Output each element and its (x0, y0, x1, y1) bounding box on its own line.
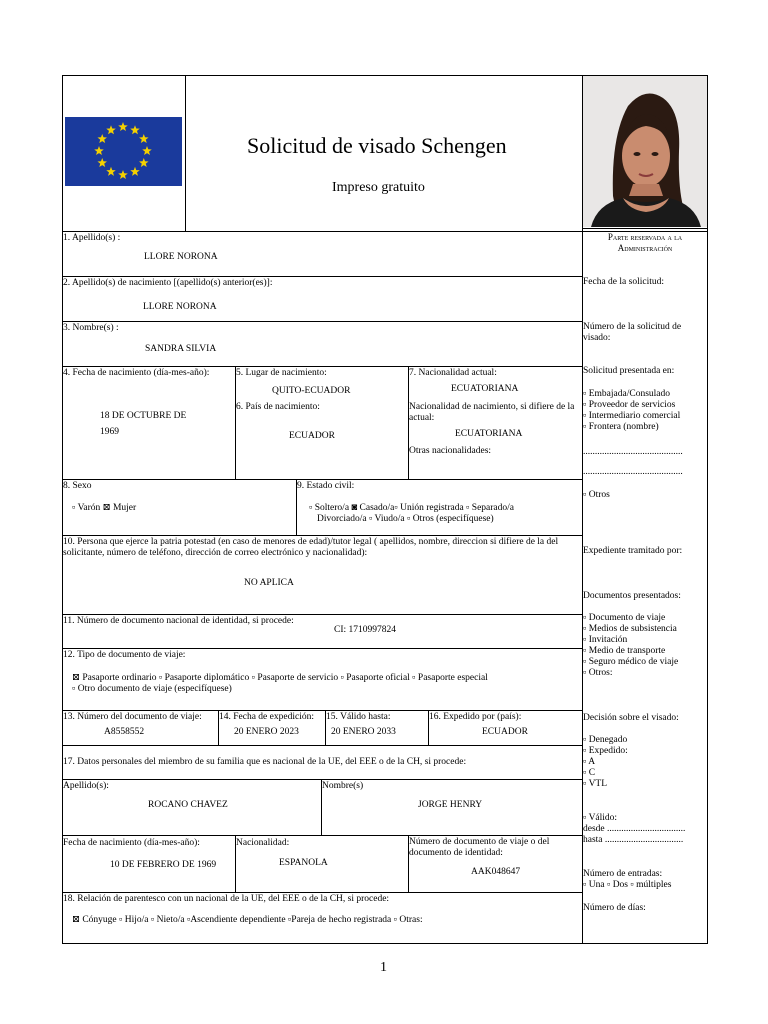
other-nationalities-label: Otras nacionalidades: (409, 446, 492, 456)
admin-valid-checkbox[interactable]: ▫ Válido: (583, 813, 618, 823)
travel-doc-type-options-line2[interactable]: ▫ Otro documento de viaje (especifíquese) (72, 684, 232, 694)
row-line (62, 648, 582, 649)
field-17-label: 17. Datos personales del miembro de su familia que es nacional de la UE, del EEE o de la CH, si procede: (63, 757, 467, 767)
field-8-label: 8. Sexo (63, 481, 92, 491)
birth-country-value[interactable]: ECUADOR (289, 431, 335, 441)
row-line (62, 745, 582, 746)
row-line (62, 535, 582, 536)
admin-denied-checkbox[interactable]: ▫ Denegado (583, 735, 628, 745)
admin-type-c-checkbox[interactable]: ▫ C (583, 768, 596, 778)
admin-dots: .......................................... (583, 467, 683, 477)
header-divider-left (185, 75, 186, 231)
field-12-label: 12. Tipo de documento de viaje: (63, 650, 186, 660)
admin-entries-options[interactable]: ▫ Una ▫ Dos ▫ múltiples (583, 880, 672, 890)
family-nationality-label: Nacionalidad: (236, 838, 290, 848)
photo-bottom-line (582, 228, 708, 229)
admin-intermediary-checkbox[interactable]: ▫ Intermediario comercial (583, 411, 681, 421)
birth-nationality-value[interactable]: ECUATORIANA (455, 429, 523, 439)
birth-surname-value[interactable]: LLORE NORONA (143, 302, 217, 312)
family-doc-number-label: Número de documento de viaje o del documento de identidad: (409, 837, 550, 858)
relationship-options[interactable]: ⊠ Cónyuge ▫ Hijo/a ▫ Nieto/a ▫Ascendiente dependiente ▫Pareja de hecho registrada ▫ Otras: (72, 915, 423, 925)
admin-issued-checkbox[interactable]: ▫ Expedido: (583, 746, 628, 756)
admin-border-checkbox[interactable]: ▫ Frontera (nombre) (583, 422, 659, 432)
admin-heading (583, 232, 707, 254)
row-line (62, 276, 582, 277)
family-name-label: Nombre(s) (322, 781, 364, 791)
field-6-label: 6. País de nacimiento: (236, 402, 320, 412)
admin-embassy-checkbox[interactable]: ▫ Embajada/Consulado (583, 389, 671, 399)
row-line (62, 835, 582, 836)
page-title: Solicitud de visado Schengen (247, 133, 507, 158)
admin-processed-by: Expediente tramitado por: (583, 546, 683, 556)
valid-until-value[interactable]: 20 ENERO 2033 (331, 727, 396, 737)
birth-place-value[interactable]: QUITO-ECUADOR (272, 386, 351, 396)
field-15-label: 15. Válido hasta: (326, 712, 391, 722)
family-doc-number-value[interactable]: AAK048647 (471, 867, 521, 877)
nationality-value[interactable]: ECUATORIANA (451, 384, 519, 394)
admin-application-number: Número de la solicitud de visado: (583, 322, 682, 343)
field-16-label: 16. Expedido por (país): (429, 712, 522, 722)
birth-date-value-line2[interactable]: 1969 (100, 427, 119, 437)
family-surname-label: Apellido(s): (63, 781, 109, 791)
page-subtitle: Impreso gratuito (332, 180, 425, 195)
family-surname-value[interactable]: ROCANO CHAVEZ (148, 800, 228, 810)
family-birth-date-value[interactable]: 10 DE FEBRERO DE 1969 (110, 860, 217, 870)
row-line (62, 366, 582, 367)
birth-date-value-line1[interactable]: 18 DE OCTUBRE DE (100, 411, 187, 421)
given-name-value[interactable]: SANDRA SILVIA (145, 344, 217, 354)
admin-provider-checkbox[interactable]: ▫ Proveedor de servicios (583, 400, 676, 410)
admin-application-date: Fecha de la solicitud: (583, 277, 664, 287)
admin-entries-label: Número de entradas: (583, 869, 663, 879)
surname-value[interactable]: LLORE NORONA (144, 252, 218, 262)
admin-valid-from: desde ................................. (583, 824, 686, 834)
issue-date-value[interactable]: 20 ENERO 2023 (234, 727, 299, 737)
family-name-value[interactable]: JORGE HENRY (418, 800, 483, 810)
admin-doc-travel-checkbox[interactable]: ▫ Documento de viaje (583, 613, 666, 623)
field-1-label: 1. Apellido(s) : (63, 233, 121, 243)
row-line (62, 321, 582, 322)
page-number: 1 (380, 960, 387, 975)
guardian-value[interactable]: NO APLICA (244, 578, 294, 588)
civil-status-options-line2[interactable]: Divorciado/a ▫ Viudo/a ▫ Otros (especifíquese) (317, 514, 494, 524)
admin-doc-invitation-checkbox[interactable]: ▫ Invitación (583, 635, 628, 645)
field-9-label: 9. Estado civil: (297, 481, 355, 491)
family-birth-date-label: Fecha de nacimiento (día-mes-año): (63, 838, 200, 848)
admin-heading-line2: Administración (617, 243, 673, 253)
field-7-label: 7. Nacionalidad actual: (409, 368, 497, 378)
travel-doc-number-value[interactable]: A8558552 (104, 727, 145, 737)
eu-flag-logo (65, 117, 182, 186)
field-5-label: 5. Lugar de nacimiento: (236, 368, 327, 378)
col-line (235, 366, 236, 479)
civil-status-options-line1[interactable]: ▫ Soltero/a ◙ Casado/a▫ Unión registrada ▫ Separado/a (309, 503, 514, 513)
issued-by-value[interactable]: ECUADOR (482, 727, 528, 737)
admin-doc-other-checkbox[interactable]: ▫ Otros: (583, 668, 613, 678)
birth-nationality-label: Nacionalidad de nacimiento, si difiere de la actual: (409, 402, 575, 423)
travel-doc-type-options-line1[interactable]: ⊠ Pasaporte ordinario ▫ Pasaporte diplomático ▫ Pasaporte de servicio ▫ Pasaporte oficial ▫ Pasaporte especial (72, 673, 488, 683)
field-2-label: 2. Apellido(s) de nacimiento [(apellido(s) anterior(es)]: (63, 278, 273, 288)
admin-doc-insurance-checkbox[interactable]: ▫ Seguro médico de viaje (583, 657, 679, 667)
field-3-label: 3. Nombre(s) : (63, 323, 119, 333)
family-nationality-value[interactable]: ESPANOLA (279, 858, 328, 868)
row-line (62, 710, 582, 711)
field-13-label: 13. Número del documento de viaje: (63, 712, 202, 722)
admin-submitted-at: Solicitud presentada en: (583, 366, 675, 376)
field-4-label: 4. Fecha de nacimiento (día-mes-año): (63, 368, 210, 378)
admin-documents: Documentos presentados: (583, 591, 681, 601)
admin-type-a-checkbox[interactable]: ▫ A (583, 757, 596, 767)
admin-other-checkbox[interactable]: ▫ Otros (583, 490, 610, 500)
sex-options[interactable]: ▫ Varón ⊠ Mujer (72, 503, 137, 513)
admin-valid-to: hasta ................................. (583, 835, 684, 845)
applicant-photo (583, 76, 707, 227)
row-line (62, 779, 582, 780)
admin-type-vtl-checkbox[interactable]: ▫ VTL (583, 779, 608, 789)
admin-doc-means-checkbox[interactable]: ▫ Medios de subsistencia (583, 624, 677, 634)
field-18-label: 18. Relación de parentesco con un nacional de la UE, del EEE o de la CH, si procede: (63, 894, 390, 904)
national-id-value[interactable]: CI: 1710997824 (334, 625, 397, 635)
field-11-label: 11. Número de documento nacional de identidad, si procede: (63, 616, 294, 626)
row-line (62, 614, 582, 615)
admin-dots: .......................................... (583, 447, 683, 457)
field-10-label: 10. Persona que ejerce la patria potestad (en caso de menores de edad)/tutor legal ( apellidos, nombre, direccion si difiere de la del solicitante, número de teléfono, dirección de correo electrónico y nacionalidad): (63, 537, 559, 558)
admin-heading-line1: Parte reservada a la (607, 232, 683, 242)
row-line (62, 479, 582, 480)
admin-doc-transport-checkbox[interactable]: ▫ Medio de transporte (583, 646, 666, 656)
row-line (62, 892, 582, 893)
field-14-label: 14. Fecha de expedición: (219, 712, 314, 722)
admin-visa-decision: Decisión sobre el visado: (583, 713, 679, 723)
admin-days-label: Número de días: (583, 903, 646, 913)
